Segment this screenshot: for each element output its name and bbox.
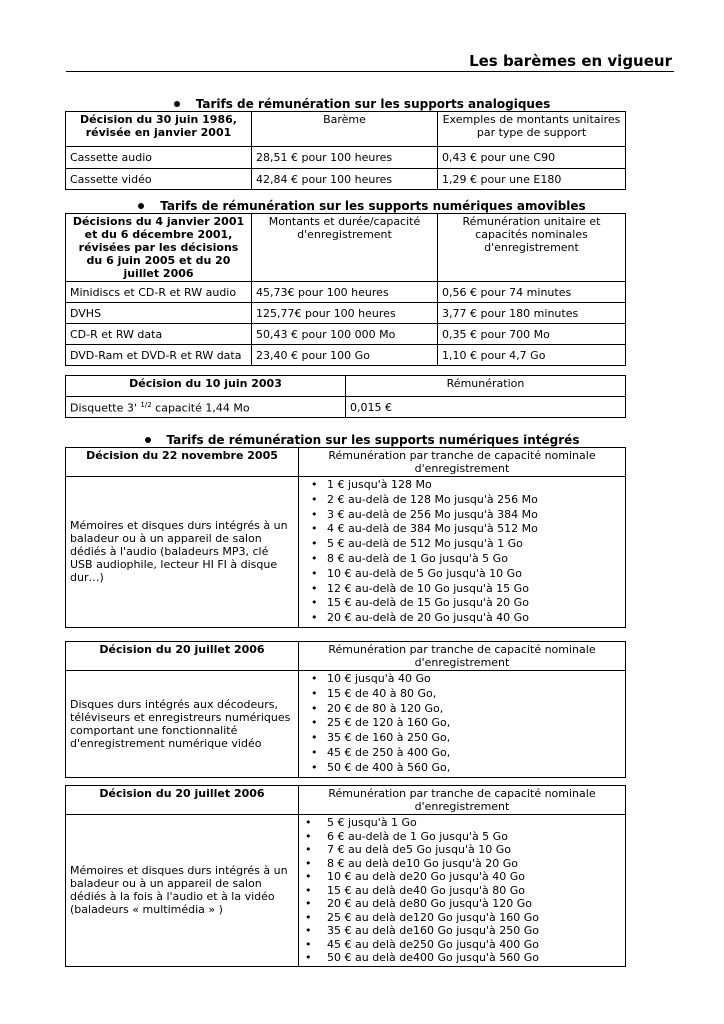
tier-item: • 10 € au delà de20 Go jusqu'à 40 Go (327, 870, 621, 884)
table-header-cell: Décision du 30 juin 1986, révisée en janvier 2001 (66, 112, 252, 147)
table-2006-decoders (65, 641, 626, 778)
table-row (66, 324, 626, 345)
bullet-icon (138, 203, 144, 209)
tier-item: • 15 € au delà de40 Go jusqu'à 80 Go (327, 884, 621, 898)
section-title-integrated (0, 433, 724, 447)
table-row (66, 397, 626, 418)
table-cell: Cassette audio (66, 147, 252, 169)
table-header-cell: Rémunération par tranche de capacité nominale d'enregistrement (299, 642, 626, 671)
tier-item: • 50 € de 400 à 560 Go, (327, 761, 621, 776)
tier-item: • 1 € jusqu'à 128 Mo (327, 478, 621, 493)
bullet-icon (174, 101, 180, 107)
page-title: Les barèmes en vigueur (469, 52, 672, 70)
floppy-label-pre: Disquette 3' (70, 401, 141, 415)
tier-list (303, 672, 621, 776)
tier-list (303, 478, 621, 626)
table-cell-tiers (299, 815, 626, 967)
table-cell: 45,73€ pour 100 heures (252, 282, 438, 303)
tier-item: • 2 € au-delà de 128 Mo jusqu'à 256 Mo (327, 493, 621, 508)
table-analog (65, 111, 626, 190)
bullet-icon (145, 437, 151, 443)
table-cell: DVD-Ram et DVD-R et RW data (66, 345, 252, 366)
tier-item: • 25 € au delà de120 Go jusqu'à 160 Go (327, 911, 621, 925)
header-rule (66, 71, 674, 72)
tier-item: • 6 € au-delà de 1 Go jusqu'à 5 Go (327, 830, 621, 844)
tier-item: • 3 € au-delà de 256 Mo jusqu'à 384 Mo (327, 508, 621, 523)
table-row (66, 815, 626, 967)
table-cell: 125,77€ pour 100 heures (252, 303, 438, 324)
section-title-removable (0, 199, 724, 213)
table-cell: 1,29 € pour une E180 (438, 169, 626, 190)
table-header-row (66, 448, 626, 477)
table-header-row (66, 214, 626, 282)
table-cell: 0,35 € pour 700 Mo (438, 324, 626, 345)
tier-item: • 35 € de 160 à 250 Go, (327, 731, 621, 746)
tier-item: • 7 € au delà de5 Go jusqu'à 10 Go (327, 843, 621, 857)
floppy-label-sup: 1/2 (140, 401, 152, 410)
section-title-text: Tarifs de rémunération sur les supports analogiques (195, 97, 551, 111)
table-header-cell: Rémunération par tranche de capacité nominale d'enregistrement (299, 448, 626, 477)
table-header-cell: Décision du 20 juillet 2006 (66, 786, 299, 815)
table-row (66, 169, 626, 190)
section-title-text: Tarifs de rémunération sur les supports numériques amovibles (160, 199, 586, 213)
table-removable (65, 213, 626, 366)
table-header-cell: Décision du 10 juin 2003 (66, 376, 346, 397)
table-header-row (66, 112, 626, 147)
table-cell: 1,10 € pour 4,7 Go (438, 345, 626, 366)
table-cell: 42,84 € pour 100 heures (252, 169, 438, 190)
table-row (66, 303, 626, 324)
tier-list (303, 816, 621, 965)
tier-item: • 50 € au delà de400 Go jusqu'à 560 Go (327, 951, 621, 965)
table-cell: CD-R et RW data (66, 324, 252, 345)
table-cell: 3,77 € pour 180 minutes (438, 303, 626, 324)
table-cell: 50,43 € pour 100 000 Mo (252, 324, 438, 345)
tier-item: • 8 € au delà de10 Go jusqu'à 20 Go (327, 857, 621, 871)
tier-item: • 20 € au delà de80 Go jusqu'à 120 Go (327, 897, 621, 911)
tier-item: • 10 € jusqu'à 40 Go (327, 672, 621, 687)
table-row (66, 345, 626, 366)
table-header-cell: Décisions du 4 janvier 2001 et du 6 décembre 2001, révisées par les décisions du 6 juin 2005 et du 20 juillet 2006 (66, 214, 252, 282)
tier-item: • 20 € au-delà de 20 Go jusqu'à 40 Go (327, 611, 621, 626)
table-2005 (65, 447, 626, 628)
table-header-cell: Rémunération unitaire et capacités nominales d'enregistrement (438, 214, 626, 282)
table-2006-multimedia (65, 785, 626, 967)
table-header-cell: Montants et durée/capacité d'enregistrement (252, 214, 438, 282)
table-header-cell: Rémunération par tranche de capacité nominale d'enregistrement (299, 786, 626, 815)
tier-item: • 20 € de 80 à 120 Go, (327, 702, 621, 717)
table-header-row (66, 642, 626, 671)
table-header-cell: Exemples de montants unitaires par type de support (438, 112, 626, 147)
table-cell-tiers (299, 671, 626, 778)
table-header-row (66, 786, 626, 815)
table-cell: 0,56 € pour 74 minutes (438, 282, 626, 303)
table-cell (66, 397, 346, 418)
tier-item: • 8 € au-delà de 1 Go jusqu'à 5 Go (327, 552, 621, 567)
floppy-label-post: capacité 1,44 Mo (151, 401, 250, 415)
tier-item: • 4 € au-delà de 384 Mo jusqu'à 512 Mo (327, 522, 621, 537)
table-header-cell: Rémunération (346, 376, 626, 397)
table-cell: Cassette vidéo (66, 169, 252, 190)
table-row (66, 477, 626, 628)
table-cell: 28,51 € pour 100 heures (252, 147, 438, 169)
table-cell-description: Mémoires et disques durs intégrés à un baladeur ou à un appareil de salon dédiés à la fois à l'audio et à la vidéo (baladeurs « multimédia » ) (66, 815, 299, 967)
table-cell: 0,43 € pour une C90 (438, 147, 626, 169)
tier-item: • 12 € au-delà de 10 Go jusqu'à 15 Go (327, 582, 621, 597)
tier-item: • 45 € de 250 à 400 Go, (327, 746, 621, 761)
table-header-cell: Barème (252, 112, 438, 147)
tier-item: • 5 € au-delà de 512 Mo jusqu'à 1 Go (327, 537, 621, 552)
table-cell-description: Disques durs intégrés aux décodeurs, téléviseurs et enregistreurs numériques comportant une fonctionnalité d'enregistrement numérique vidéo (66, 671, 299, 778)
section-title-analog (0, 97, 724, 111)
table-cell: DVHS (66, 303, 252, 324)
table-row (66, 282, 626, 303)
tier-item: • 25 € de 120 à 160 Go, (327, 716, 621, 731)
table-floppy (65, 375, 626, 418)
tier-item: • 5 € jusqu'à 1 Go (327, 816, 621, 830)
section-title-text: Tarifs de rémunération sur les supports numériques intégrés (166, 433, 580, 447)
table-cell-tiers (299, 477, 626, 628)
table-row (66, 671, 626, 778)
table-cell: Minidiscs et CD-R et RW audio (66, 282, 252, 303)
table-header-cell: Décision du 22 novembre 2005 (66, 448, 299, 477)
table-cell: 0,015 € (346, 397, 626, 418)
table-cell-description: Mémoires et disques durs intégrés à un baladeur ou à un appareil de salon dédiés à l'audio (baladeurs MP3, clé USB audiophile, lecteur HI FI à disque dur…) (66, 477, 299, 628)
table-header-cell: Décision du 20 juillet 2006 (66, 642, 299, 671)
tier-item: • 45 € au delà de250 Go jusqu'à 400 Go (327, 938, 621, 952)
tier-item: • 15 € de 40 à 80 Go, (327, 687, 621, 702)
table-cell: 23,40 € pour 100 Go (252, 345, 438, 366)
tier-item: • 35 € au delà de160 Go jusqu'à 250 Go (327, 924, 621, 938)
tier-item: • 15 € au-delà de 15 Go jusqu'à 20 Go (327, 596, 621, 611)
tier-item: • 10 € au-delà de 5 Go jusqu'à 10 Go (327, 567, 621, 582)
table-row (66, 147, 626, 169)
table-header-row (66, 376, 626, 397)
